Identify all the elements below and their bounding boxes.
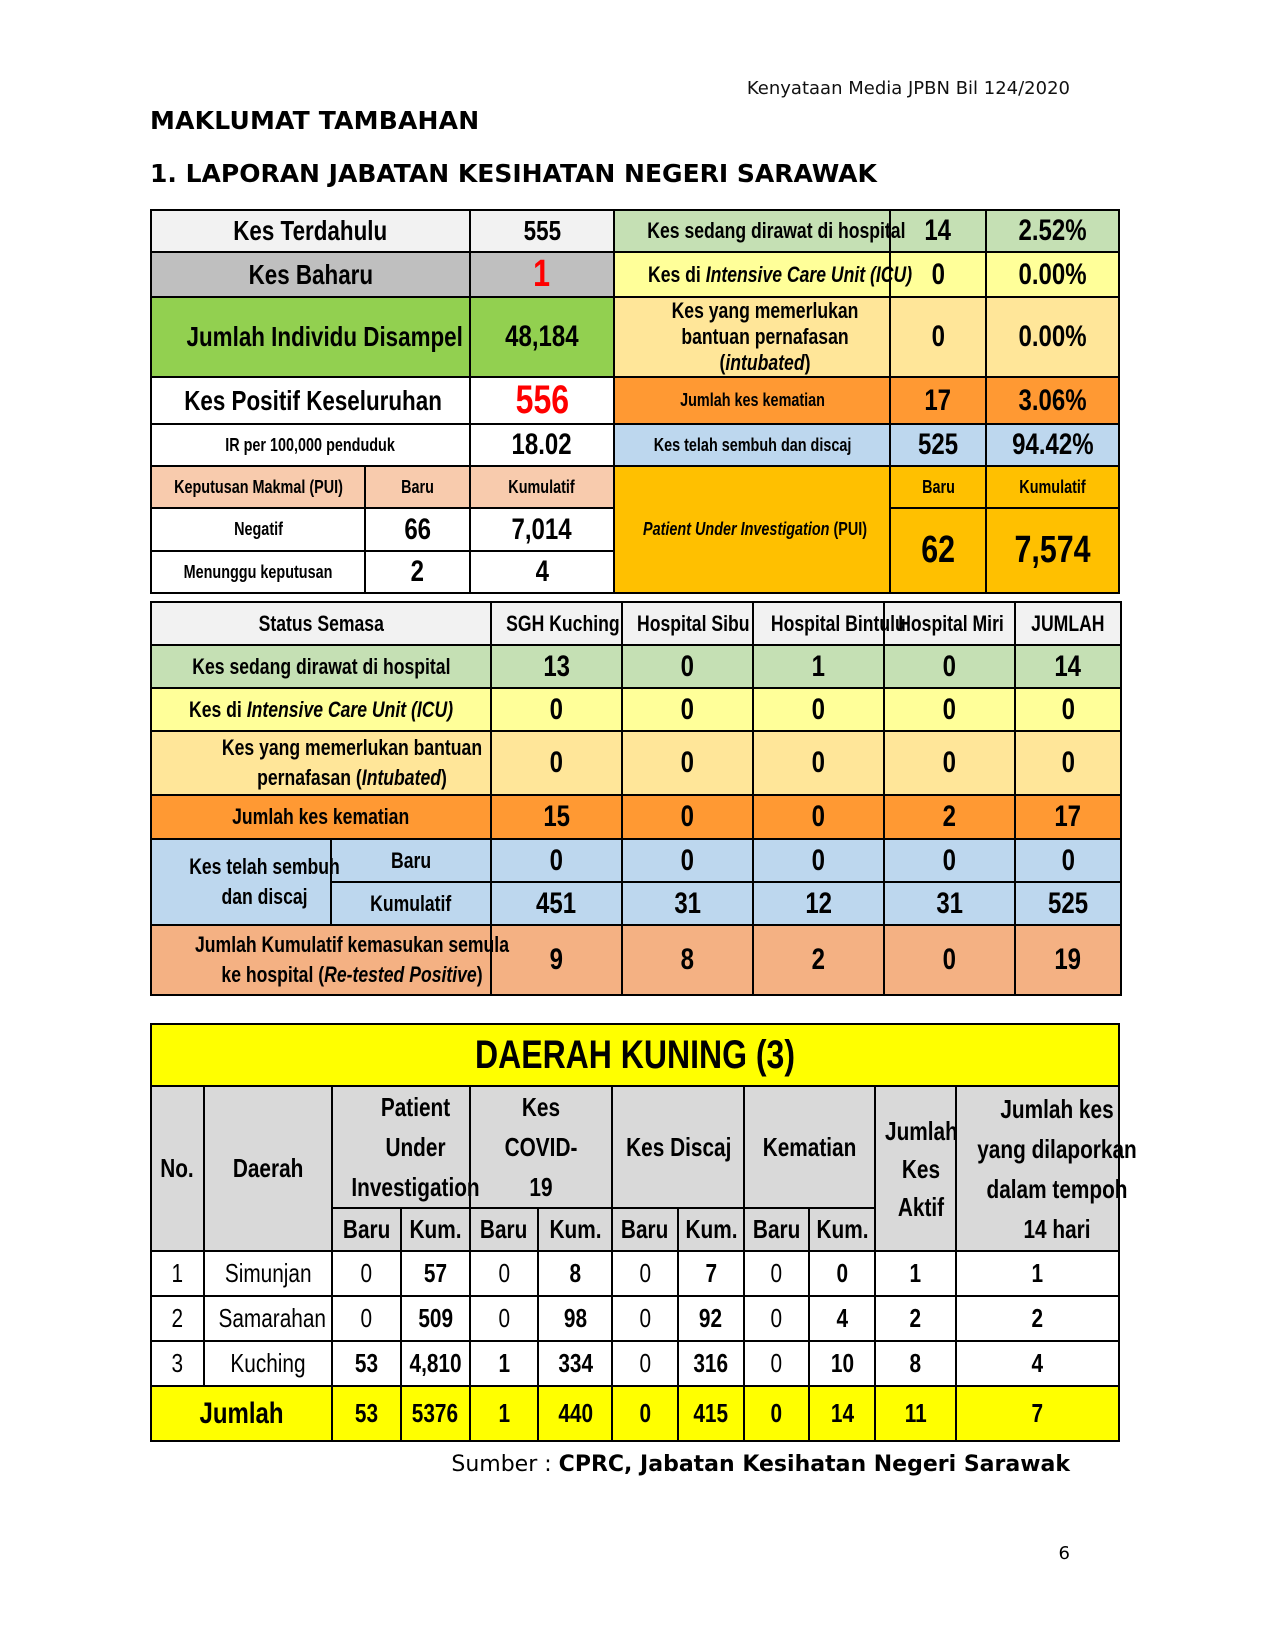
source-note: Sumber : CPRC, Jabatan Kesihatan Negeri Sarawak <box>451 1452 1070 1477</box>
total-row <box>151 1386 1119 1441</box>
makmal-row-baru: 66 <box>365 508 470 551</box>
pui-label: Patient Under Investigation (PUI) <box>614 466 890 593</box>
column-header: Hospital Sibu <box>622 602 753 645</box>
kes-baharu-label: Kes Baharu <box>151 252 470 297</box>
cell-value: 0 <box>753 795 884 839</box>
cell-daerah: Simunjan <box>204 1251 332 1296</box>
row-label: Kes telah sembuh dan discaj <box>151 839 331 925</box>
dirawat-label: Kes sedang dirawat di hospital <box>614 210 890 252</box>
table-row <box>151 1341 1119 1386</box>
positif-value: 556 <box>470 377 614 424</box>
cell-value: 14 <box>1015 645 1121 688</box>
cell-value: 0 <box>1015 688 1121 731</box>
sub-label: Baru <box>331 839 491 882</box>
cell-no: 2 <box>151 1296 204 1341</box>
total-pui-baru: 53 <box>332 1386 401 1441</box>
cell-value: 0 <box>753 839 884 882</box>
daerah-table <box>150 1023 1137 1442</box>
pui-kumulatif-header: Kumulatif <box>986 466 1119 508</box>
intubated-value: 0 <box>890 297 986 377</box>
disampel-label: Jumlah Individu Disampel <box>151 297 470 377</box>
sub-label: Kumulatif <box>331 882 491 925</box>
section-title: 1. LAPORAN JABATAN KESIHATAN NEGERI SARAWAK <box>150 159 877 188</box>
cell-value: 12 <box>753 882 884 925</box>
sembuh-value: 525 <box>890 424 986 466</box>
header-aktif: Jumlah Kes Aktif <box>875 1086 956 1251</box>
cell-no: 1 <box>151 1251 204 1296</box>
intubated-label: Kes yang memerlukan bantuan pernafasan (intubated) <box>614 297 890 377</box>
cell-kematian-kum: 4 <box>809 1296 875 1341</box>
cell-value: 0 <box>491 731 622 795</box>
cell-discaj-baru: 0 <box>612 1296 678 1341</box>
cell-value: 0 <box>622 795 753 839</box>
cell-value: 1 <box>753 645 884 688</box>
cell-value: 0 <box>1015 731 1121 795</box>
cell-value: 31 <box>884 882 1015 925</box>
sub-header-baru: Baru <box>470 1208 539 1251</box>
cell-covid-kum: 98 <box>538 1296 612 1341</box>
pui-baru-header: Baru <box>890 466 986 508</box>
makmal-row-baru: 2 <box>365 551 470 593</box>
status-row-icu <box>151 688 1121 731</box>
cell-value: 13 <box>491 645 622 688</box>
total-pui-kum: 5376 <box>401 1386 470 1441</box>
cell-value: 19 <box>1015 925 1121 995</box>
dirawat-value: 14 <box>890 210 986 252</box>
cell-value: 0 <box>622 839 753 882</box>
cell-value: 17 <box>1015 795 1121 839</box>
row-label: Jumlah kes kematian <box>151 795 491 839</box>
cell-value: 0 <box>753 731 884 795</box>
header-dilaporkan: Jumlah kes yang dilaporkan dalam tempoh 14 hari <box>956 1086 1119 1251</box>
row-label: Jumlah Kumulatif kemasukan semula ke hospital (Re-tested Positive) <box>151 925 491 995</box>
status-row-intubated <box>151 731 1121 795</box>
kematian-pct: 3.06% <box>986 377 1119 424</box>
cell-value: 0 <box>1015 839 1121 882</box>
cell-value: 31 <box>622 882 753 925</box>
cell-kematian-baru: 0 <box>744 1251 810 1296</box>
column-header: SGH Kuching <box>491 602 622 645</box>
cell-aktif: 1 <box>875 1251 956 1296</box>
cell-discaj-kum: 7 <box>678 1251 744 1296</box>
kematian-value: 17 <box>890 377 986 424</box>
cell-value: 525 <box>1015 882 1121 925</box>
total-covid-kum: 440 <box>538 1386 612 1441</box>
cell-discaj-kum: 92 <box>678 1296 744 1341</box>
cell-covid-baru: 0 <box>470 1296 539 1341</box>
total-discaj-baru: 0 <box>612 1386 678 1441</box>
makmal-kumulatif-header: Kumulatif <box>470 466 614 508</box>
icu-label: Kes di Intensive Care Unit (ICU) <box>614 252 890 297</box>
intubated-pct: 0.00% <box>986 297 1119 377</box>
pui-baru-value: 62 <box>890 508 986 593</box>
status-row-sembuh-baru <box>151 839 1121 882</box>
header-discaj: Kes Discaj <box>612 1086 743 1208</box>
row-label: Kes di Intensive Care Unit (ICU) <box>151 688 491 731</box>
cell-no: 3 <box>151 1341 204 1386</box>
cell-value: 15 <box>491 795 622 839</box>
cell-pui-baru: 0 <box>332 1296 401 1341</box>
sub-header-baru: Baru <box>332 1208 401 1251</box>
ir-value: 18.02 <box>470 424 614 466</box>
sub-header-baru: Baru <box>744 1208 810 1251</box>
total-aktif: 11 <box>875 1386 956 1441</box>
makmal-header: Keputusan Makmal (PUI) <box>151 466 365 508</box>
cell-value: 0 <box>622 688 753 731</box>
cell-covid-baru: 1 <box>470 1341 539 1386</box>
cell-value: 451 <box>491 882 622 925</box>
cell-daerah: Samarahan <box>204 1296 332 1341</box>
page-number: 6 <box>1058 1543 1070 1564</box>
status-row-retested <box>151 925 1121 995</box>
pui-kumulatif-value: 7,574 <box>986 508 1119 593</box>
icu-pct: 0.00% <box>986 252 1119 297</box>
daerah-title: DAERAH KUNING (3) <box>151 1024 1119 1086</box>
sembuh-pct: 94.42% <box>986 424 1119 466</box>
makmal-baru-header: Baru <box>365 466 470 508</box>
cell-value: 9 <box>491 925 622 995</box>
cell-aktif: 8 <box>875 1341 956 1386</box>
makmal-row-kumulatif: 7,014 <box>470 508 614 551</box>
row-label: Kes sedang dirawat di hospital <box>151 645 491 688</box>
cell-dilaporkan: 4 <box>956 1341 1119 1386</box>
cell-value: 8 <box>622 925 753 995</box>
total-label: Jumlah <box>151 1386 332 1441</box>
header-daerah: Daerah <box>204 1086 332 1251</box>
cell-kematian-kum: 10 <box>809 1341 875 1386</box>
header-pui: Patient Under Investigation <box>332 1086 470 1208</box>
cell-pui-kum: 4,810 <box>401 1341 470 1386</box>
header-covid: Kes COVID-19 <box>470 1086 613 1208</box>
status-row-dirawat <box>151 645 1121 688</box>
ir-label: IR per 100,000 penduduk <box>151 424 470 466</box>
cell-discaj-baru: 0 <box>612 1341 678 1386</box>
cell-dilaporkan: 1 <box>956 1251 1119 1296</box>
cell-aktif: 2 <box>875 1296 956 1341</box>
cell-discaj-kum: 316 <box>678 1341 744 1386</box>
cell-kematian-baru: 0 <box>744 1296 810 1341</box>
table-row <box>151 1296 1119 1341</box>
sub-header-kum: Kum. <box>401 1208 470 1251</box>
makmal-row-label: Negatif <box>151 508 365 551</box>
sub-header-kum: Kum. <box>538 1208 612 1251</box>
kematian-label: Jumlah kes kematian <box>614 377 890 424</box>
kes-terdahulu-label: Kes Terdahulu <box>151 210 470 252</box>
cell-pui-baru: 53 <box>332 1341 401 1386</box>
cell-value: 0 <box>884 925 1015 995</box>
icu-value: 0 <box>890 252 986 297</box>
cell-pui-baru: 0 <box>332 1251 401 1296</box>
cell-kematian-kum: 0 <box>809 1251 875 1296</box>
kes-terdahulu-value: 555 <box>470 210 614 252</box>
table-row <box>151 1251 1119 1296</box>
makmal-row-kumulatif: 4 <box>470 551 614 593</box>
cell-covid-kum: 8 <box>538 1251 612 1296</box>
cell-value: 0 <box>622 645 753 688</box>
status-header: Status Semasa <box>151 602 491 645</box>
total-kematian-baru: 0 <box>744 1386 810 1441</box>
cell-value: 2 <box>884 795 1015 839</box>
total-discaj-kum: 415 <box>678 1386 744 1441</box>
column-header: Hospital Bintulu <box>753 602 884 645</box>
cell-value: 0 <box>622 731 753 795</box>
cell-value: 0 <box>884 645 1015 688</box>
makmal-row-label: Menunggu keputusan <box>151 551 365 593</box>
cell-value: 0 <box>884 839 1015 882</box>
cell-dilaporkan: 2 <box>956 1296 1119 1341</box>
cell-value: 0 <box>753 688 884 731</box>
sub-header-baru: Baru <box>612 1208 678 1251</box>
page-title: MAKLUMAT TAMBAHAN <box>150 106 480 135</box>
cell-discaj-baru: 0 <box>612 1251 678 1296</box>
disampel-value: 48,184 <box>470 297 614 377</box>
column-header: JUMLAH <box>1015 602 1121 645</box>
summary-table <box>150 209 1120 594</box>
cell-value: 2 <box>753 925 884 995</box>
total-covid-baru: 1 <box>470 1386 539 1441</box>
dirawat-pct: 2.52% <box>986 210 1119 252</box>
column-header: Hospital Miri <box>884 602 1015 645</box>
header-kematian: Kematian <box>744 1086 875 1208</box>
kes-baharu-value: 1 <box>470 252 614 297</box>
sub-header-kum: Kum. <box>809 1208 875 1251</box>
cell-covid-kum: 334 <box>538 1341 612 1386</box>
cell-covid-baru: 0 <box>470 1251 539 1296</box>
document-reference: Kenyataan Media JPBN Bil 124/2020 <box>746 78 1070 99</box>
total-kematian-kum: 14 <box>809 1386 875 1441</box>
total-dilaporkan: 7 <box>956 1386 1119 1441</box>
cell-pui-kum: 57 <box>401 1251 470 1296</box>
cell-value: 0 <box>884 688 1015 731</box>
sub-header-kum: Kum. <box>678 1208 744 1251</box>
status-table <box>150 601 1122 996</box>
positif-label: Kes Positif Keseluruhan <box>151 377 470 424</box>
cell-pui-kum: 509 <box>401 1296 470 1341</box>
cell-daerah: Kuching <box>204 1341 332 1386</box>
cell-value: 0 <box>491 688 622 731</box>
sembuh-label: Kes telah sembuh dan discaj <box>614 424 890 466</box>
cell-value: 0 <box>491 839 622 882</box>
cell-kematian-baru: 0 <box>744 1341 810 1386</box>
status-row-kematian <box>151 795 1121 839</box>
row-label: Kes yang memerlukan bantuan pernafasan (Intubated) <box>151 731 491 795</box>
header-no: No. <box>151 1086 204 1251</box>
cell-value: 0 <box>884 731 1015 795</box>
